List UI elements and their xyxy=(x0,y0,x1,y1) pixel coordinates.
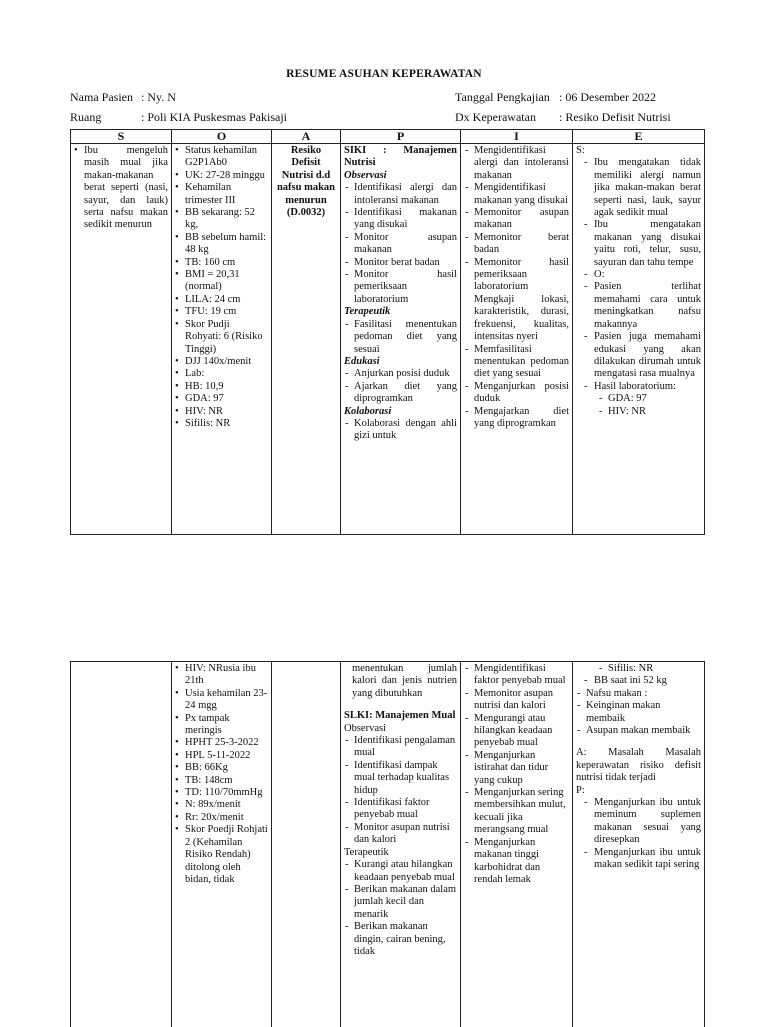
section-label: Edukasi xyxy=(344,356,457,368)
list-item: - Memonitor berat badan xyxy=(464,232,569,257)
list-item: - Identifikasi alergi dan intoleransi makanan xyxy=(344,182,457,207)
room-value: : Poli KIA Puskesmas Pakisaji xyxy=(141,110,287,125)
list-item: - Asupan makan membaik xyxy=(576,725,701,737)
list-item: - Fasilitasi menentukan pedoman diet yang sesuai xyxy=(344,319,457,356)
list-item: - Anjurkan posisi duduk xyxy=(344,368,457,380)
list-item: • TD: 110/70mmHg xyxy=(175,787,268,799)
list-item: - Ajarkan diet yang diprogramkan xyxy=(344,381,457,406)
list-item: - Kolaborasi dengan ahli gizi untuk xyxy=(344,418,457,443)
list-item: • BMI = 20,31 (normal) xyxy=(175,269,268,294)
diagnosis-value: : Resiko Defisit Nutrisi xyxy=(559,110,671,125)
list-item: • DJJ 140x/menit xyxy=(175,356,268,368)
list-item: • HIV: NR xyxy=(175,406,268,418)
list-item: - Nafsu makan : xyxy=(576,688,701,700)
list-item: - Monitor asupan makanan xyxy=(344,232,457,257)
list-item: • Skor Poedji Rohjati 2 (Kehamilan Risiko Rendah) ditolong oleh bidan, tidak xyxy=(175,824,268,886)
list-item: - Berikan makanan dingin, cairan bening, tidak xyxy=(344,921,457,958)
table-row xyxy=(71,662,705,1027)
list-item: - Memonitor asupan nutrisi dan kalori xyxy=(464,688,569,713)
list-item: - GDA: 97 xyxy=(598,393,701,405)
list-item: - Hasil laboratorium: xyxy=(576,381,701,393)
list-item: • Sifilis: NR xyxy=(175,418,268,430)
assessment-cell xyxy=(272,144,341,535)
list-item: - Memonitor asupan makanan xyxy=(464,207,569,232)
list-item: • HB: 10,9 xyxy=(175,381,268,393)
assessment-result: A: Masalah Masalah keperawatan risiko defisit nutrisi tidak terjadi xyxy=(576,747,701,784)
list-item: - Mengidentifikasi alergi dan intoleransi makanan xyxy=(464,145,569,182)
intervention-heading: SLKI: Manajemen Mual xyxy=(344,710,457,722)
col-header-a: A xyxy=(272,130,341,144)
list-item: - Menganjurkan ibu untuk meminum suplemen makanan sesuai yang diresepkan xyxy=(576,797,701,847)
section-label: Observasi xyxy=(344,170,457,182)
list-item: - Identifikasi dampak mual terhadap kualitas hidup xyxy=(344,760,457,797)
objective-cell xyxy=(172,662,272,1027)
list-item: • LILA: 24 cm xyxy=(175,294,268,306)
list-item: - Sifilis: NR xyxy=(598,663,701,675)
col-header-s: S xyxy=(71,130,172,144)
section-label: - O: xyxy=(576,269,701,281)
list-item: - Keinginan makan membaik xyxy=(576,700,701,725)
table-header-row xyxy=(71,130,705,144)
list-item: - Kurangi atau hilangkan keadaan penyebab mual xyxy=(344,859,457,884)
patient-name-label: Nama Pasien xyxy=(70,90,133,105)
list-item: - Mengajarkan diet yang diprogramkan xyxy=(464,406,569,431)
subjective-cell xyxy=(71,662,172,1027)
list-item: • HIV: NRusia ibu 21th xyxy=(175,663,268,688)
list-item: • BB: 66Kg xyxy=(175,762,268,774)
list-item: - Monitor hasil pemeriksaan laboratorium xyxy=(344,269,457,306)
list-item: • TFU: 19 cm xyxy=(175,306,268,318)
planning-cell xyxy=(341,662,461,1027)
list-item: • Kehamilan trimester III xyxy=(175,182,268,207)
list-item: • BB sekarang: 52 kg, xyxy=(175,207,268,232)
evaluation-cell xyxy=(573,144,705,535)
section-label: P: xyxy=(576,785,701,797)
section-label: S: xyxy=(576,145,701,157)
assessment-date-label: Tanggal Pengkajian xyxy=(455,90,550,105)
intervention-heading: SIKI : Manajemen Nutrisi xyxy=(344,145,457,170)
table-row xyxy=(71,144,705,535)
list-item: • Lab: xyxy=(175,368,268,380)
list-item: - Menganjurkan posisi duduk xyxy=(464,381,569,406)
list-item: - Mengurangi atau hilangkan keadaan penyebab mual xyxy=(464,713,569,750)
list-item: - Menganjurkan ibu untuk makan sedikit tapi sering xyxy=(576,847,701,872)
diagnosis-label: Dx Keperawatan xyxy=(455,110,536,125)
list-item: • N: 89x/menit xyxy=(175,799,268,811)
col-header-i: I xyxy=(461,130,573,144)
implementation-cell xyxy=(461,144,573,535)
list-item: • HPHT 25-3-2022 xyxy=(175,737,268,749)
list-item: - Monitor asupan nutrisi dan kalori xyxy=(344,822,457,847)
objective-cell xyxy=(172,144,272,535)
list-item: • Rr: 20x/menit xyxy=(175,812,268,824)
list-item: - Monitor berat badan xyxy=(344,257,457,269)
list-item: - Menganjurkan makanan tinggi karbohidrat dan rendah lemak xyxy=(464,837,569,887)
list-item: - Pasien terlihat memahami cara untuk meningkatkan nafsu makannya xyxy=(576,281,701,331)
section-label: Terapeutik xyxy=(344,306,457,318)
list-item: - Ibu mengatakan tidak memiliki alergi namun jika makan-makan berat seperti nasi, lauk, sayur agak sedikit mual xyxy=(576,157,701,219)
evaluation-cell xyxy=(573,662,705,1027)
continued-text: menentukan jumlah kalori dan jenis nutrien yang dibutuhkan xyxy=(344,663,457,700)
diagnosis-text: Resiko Defisit Nutrisi d.d nafsu makan menurun (D.0032) xyxy=(275,145,337,219)
list-item: - Berikan makanan dalam jumlah kecil dan menarik xyxy=(344,884,457,921)
list-item: - Identifikasi pengalaman mual xyxy=(344,735,457,760)
list-item: • Skor Pudji Rohyati: 6 (Risiko Tinggi) xyxy=(175,319,268,356)
list-item: - Menganjurkan istirahat dan tidur yang cukup xyxy=(464,750,569,787)
patient-name-value: : Ny. N xyxy=(141,90,176,105)
list-item: • UK: 27-28 minggu xyxy=(175,170,268,182)
implementation-cell xyxy=(461,662,573,1027)
assessment-cell xyxy=(272,662,341,1027)
list-item: - Mengidentifikasi makanan yang disukai xyxy=(464,182,569,207)
subjective-cell xyxy=(71,144,172,535)
room-label: Ruang xyxy=(70,110,101,125)
section-label: Observasi xyxy=(344,723,457,735)
list-item: - Pasien juga memahami edukasi yang akan dilakukan dirumah untuk mengatasi rasa mualnya xyxy=(576,331,701,381)
list-item: • HPL 5-11-2022 xyxy=(175,750,268,762)
list-item: - Identifikasi makanan yang disukai xyxy=(344,207,457,232)
list-item: • TB: 160 cm xyxy=(175,257,268,269)
soap-table-page-1 xyxy=(70,129,705,535)
list-item: - Memonitor hasil pemeriksaan laboratorium Mengkaji lokasi, karakteristik, durasi, frekuensi, kualitas, intensitas nyeri xyxy=(464,257,569,344)
list-item: • Ibu mengeluh masih mual jika makan-makanan berat seperti (nasi, sayur, dan lauk) serta nafsu makan sedikit menurun xyxy=(74,145,168,232)
col-header-o: O xyxy=(172,130,272,144)
list-item: - Memfasilitasi menentukan pedoman diet yang sesuai xyxy=(464,344,569,381)
list-item: • Px tampak meringis xyxy=(175,713,268,738)
planning-cell xyxy=(341,144,461,535)
list-item: - Identifikasi faktor penyebab mual xyxy=(344,797,457,822)
list-item: • GDA: 97 xyxy=(175,393,268,405)
document-title: RESUME ASUHAN KEPERAWATAN xyxy=(0,68,768,80)
list-item: - Mengidentifikasi faktor penyebab mual xyxy=(464,663,569,688)
col-header-p: P xyxy=(341,130,461,144)
section-label: Terapeutik xyxy=(344,847,457,859)
section-label: Kolaborasi xyxy=(344,406,457,418)
list-item: • TB: 148cm xyxy=(175,775,268,787)
list-item: • BB sebelum hamil: 48 kg xyxy=(175,232,268,257)
soap-table-page-2 xyxy=(70,661,705,1027)
list-item: - BB saat ini 52 kg xyxy=(576,675,701,687)
col-header-e: E xyxy=(573,130,705,144)
list-item: - HIV: NR xyxy=(598,406,701,418)
list-item: • Status kehamilan G2P1Ab0 xyxy=(175,145,268,170)
list-item: - Ibu mengatakan makanan yang disukai yaitu roti, telur, susu, sayuran dan tahu tempe xyxy=(576,219,701,269)
list-item: • Usia kehamilan 23-24 mgg xyxy=(175,688,268,713)
list-item: - Menganjurkan sering membersihkan mulut, kecuali jika merangsang mual xyxy=(464,787,569,837)
assessment-date-value: : 06 Desember 2022 xyxy=(559,90,656,105)
